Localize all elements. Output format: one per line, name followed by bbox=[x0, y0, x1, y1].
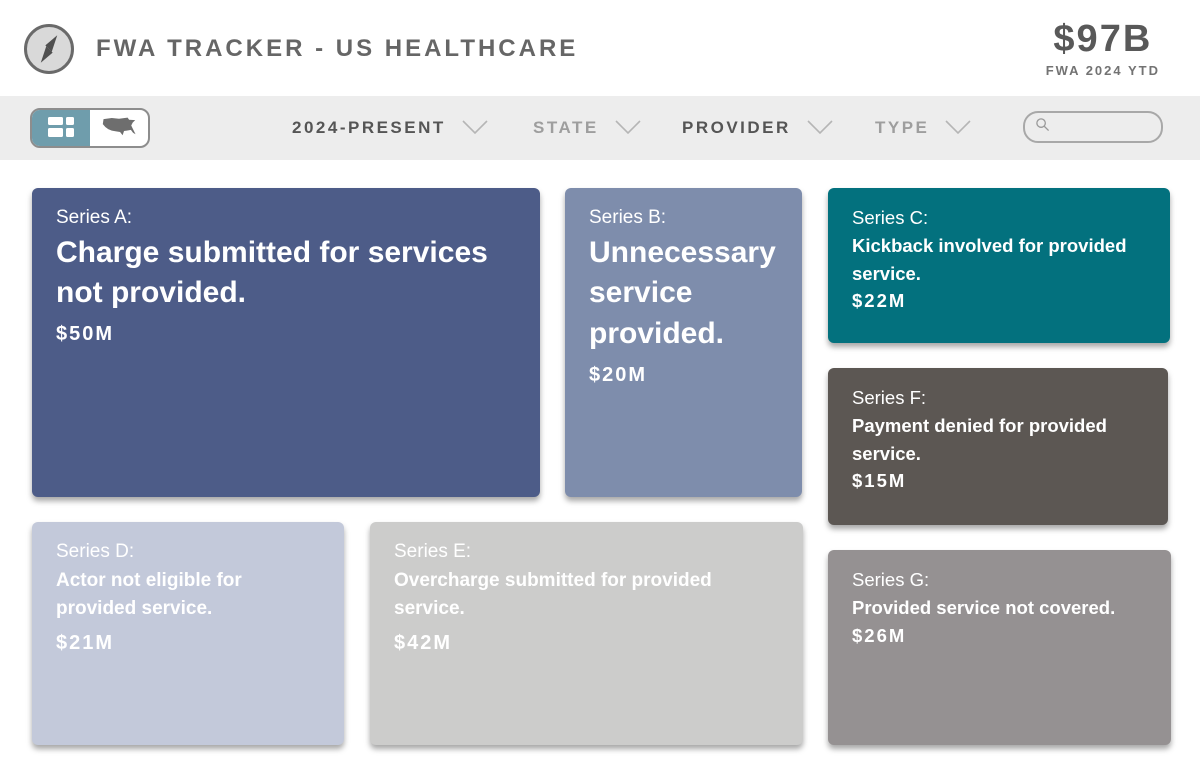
card-value: $15M bbox=[852, 470, 907, 492]
treemap-area bbox=[0, 160, 1200, 773]
chevron-down-icon bbox=[945, 120, 971, 139]
card-series-label: Series C: bbox=[852, 207, 929, 228]
treemap-card-series-f[interactable] bbox=[828, 368, 1168, 525]
card-title: Unnecessary service provided. bbox=[589, 235, 776, 351]
card-value: $22M bbox=[852, 290, 907, 312]
card-series-label: Series B: bbox=[589, 207, 667, 228]
card-series-label: Series D: bbox=[56, 541, 135, 562]
filter-type-label: TYPE bbox=[875, 118, 930, 137]
us-map-icon bbox=[101, 116, 137, 141]
card-title: Charge submitted for services not provided. bbox=[56, 235, 488, 310]
view-toggle bbox=[30, 108, 150, 148]
card-title: Actor not eligible for provided service. bbox=[56, 569, 242, 619]
map-view-button[interactable] bbox=[90, 110, 148, 146]
card-series-label: Series E: bbox=[394, 541, 472, 562]
filter-dropdown-provider[interactable] bbox=[682, 96, 833, 160]
card-title: Provided service not covered. bbox=[852, 596, 1116, 618]
treemap-card-series-d[interactable] bbox=[32, 522, 344, 745]
grid-view-button[interactable] bbox=[32, 110, 90, 146]
search-box[interactable] bbox=[1023, 111, 1163, 143]
card-series-label: Series F: bbox=[852, 387, 927, 408]
treemap-card-series-b[interactable] bbox=[565, 188, 802, 497]
filter-dropdown-date[interactable] bbox=[292, 96, 488, 160]
compass-icon bbox=[24, 24, 74, 74]
treemap-card-series-g[interactable] bbox=[828, 550, 1171, 745]
card-title: Overcharge submitted for provided service. bbox=[394, 569, 712, 619]
treemap-grid-icon bbox=[48, 117, 74, 140]
search-input[interactable] bbox=[1056, 120, 1151, 135]
chevron-down-icon bbox=[462, 120, 488, 139]
search-icon bbox=[1035, 117, 1050, 137]
chevron-down-icon bbox=[807, 120, 833, 139]
treemap-card-series-a[interactable] bbox=[32, 188, 540, 497]
filter-state-label: STATE bbox=[533, 118, 599, 137]
filter-provider-label: PROVIDER bbox=[682, 118, 791, 137]
filter-dropdown-type[interactable] bbox=[875, 96, 971, 160]
card-value: $20M bbox=[589, 363, 648, 386]
chevron-down-icon bbox=[615, 120, 641, 139]
total-amount: $97B bbox=[1053, 18, 1153, 60]
card-series-label: Series A: bbox=[56, 207, 133, 228]
treemap-card-series-e[interactable] bbox=[370, 522, 803, 745]
card-value: $42M bbox=[394, 631, 453, 654]
total-caption: FWA 2024 YTD bbox=[1045, 63, 1160, 78]
filter-dropdown-state[interactable] bbox=[533, 96, 641, 160]
card-title: Payment denied for provided service. bbox=[852, 414, 1107, 464]
card-series-label: Series G: bbox=[852, 569, 930, 590]
card-value: $50M bbox=[56, 323, 115, 346]
toolbar bbox=[0, 96, 1200, 160]
header bbox=[0, 0, 1200, 96]
filter-date-label: 2024-PRESENT bbox=[292, 118, 446, 137]
page-title: FWA TRACKER - US HEALTHCARE bbox=[96, 35, 579, 62]
card-title: Kickback involved for provided service. bbox=[852, 234, 1127, 284]
card-value: $26M bbox=[852, 624, 907, 646]
card-value: $21M bbox=[56, 631, 115, 654]
treemap-card-series-c[interactable] bbox=[828, 188, 1170, 343]
